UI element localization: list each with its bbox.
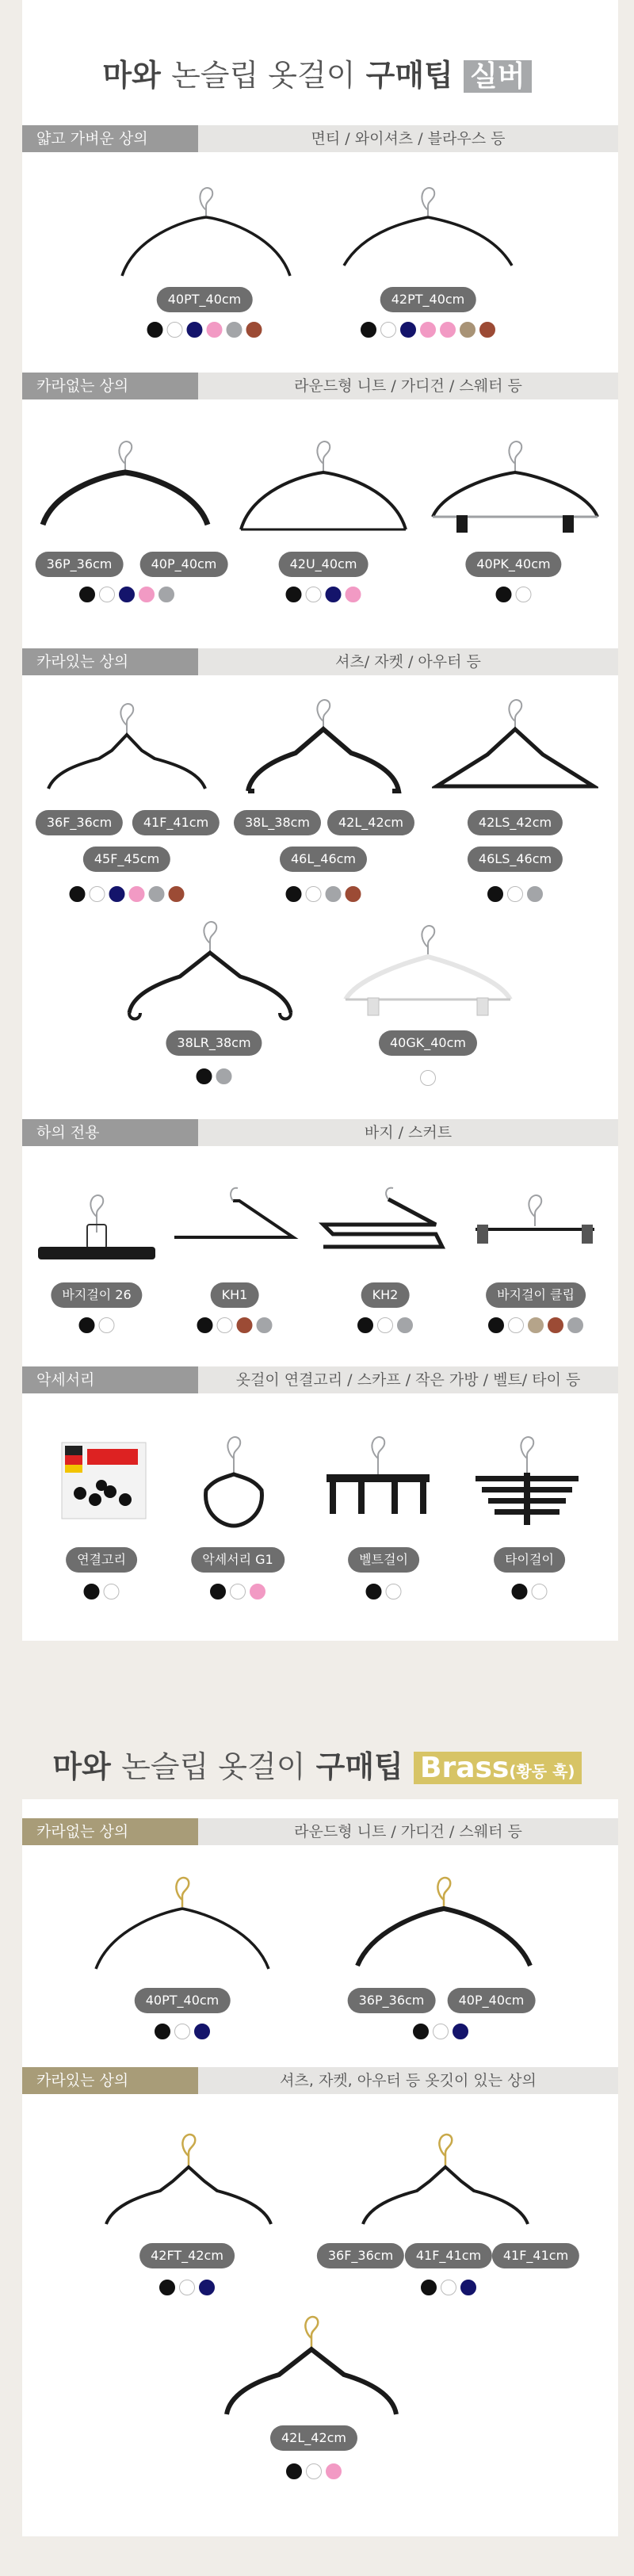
color-swatch-white [90,886,105,902]
swatches-38lr [197,1068,232,1084]
hanger-kh1-image [168,1185,303,1264]
color-swatch-brown [346,886,361,902]
color-swatch-white [420,1070,436,1086]
color-swatch-white [179,2280,195,2295]
color-swatch-gray [257,1317,273,1333]
hanger-36p-40p-image [38,436,212,535]
swatches-brass-40pt [155,2024,210,2039]
badge-subtext: (황동 훅) [509,1762,575,1781]
color-swatch-brown [169,886,185,902]
color-swatch-white [433,2024,449,2039]
color-swatch-white [386,1584,402,1599]
brass-hanger-42l-image [220,2314,403,2421]
accessory-g1-image [190,1435,277,1534]
color-swatch-black [413,2024,429,2039]
color-swatch-navy [453,2024,468,2039]
brass-title [0,1742,634,1786]
color-swatch-black [155,2024,170,2039]
color-swatch-gray [158,587,174,602]
section-bar-brass-collared [22,2067,618,2094]
color-swatch-pink [139,587,155,602]
title-badge-silver: 실버 [464,60,532,93]
color-swatch-gray [397,1317,413,1333]
color-swatch-black [361,322,376,338]
color-swatch-black [286,2463,302,2479]
hanger-kh2-image [317,1185,452,1264]
color-swatch-black [487,886,503,902]
label-40pt: 40PT_40cm [157,287,253,312]
swatches-pants26 [79,1317,115,1333]
hanger-f-series-image [44,701,210,797]
color-swatch-white [441,2280,456,2295]
section-label: 카라있는 상의 [22,2067,198,2094]
label-38lr: 38LR_38cm [166,1030,262,1056]
title-badge-brass [414,1752,582,1784]
label-38l: 38L_38cm [234,810,321,835]
swatches-brass-f-series [421,2280,476,2295]
label-42pt: 42PT_40cm [380,287,476,312]
color-swatch-navy [460,2280,476,2295]
color-swatch-black [197,1317,213,1333]
color-swatch-gray [326,886,342,902]
color-swatch-navy [119,587,135,602]
badge-text: Brass [420,1752,510,1784]
section-bar-bottoms [22,1119,618,1146]
section-desc: 셔츠, 자켓, 아우터 등 옷깃이 있는 상의 [280,2072,537,2089]
title-product: 논슬립 옷걸이 [121,1749,306,1784]
hanger-pants26-image [33,1185,160,1272]
swatches-kh1 [197,1317,273,1333]
section-desc: 라운드형 니트 / 가디건 / 스웨터 등 [294,377,522,395]
color-swatch-black [79,1317,95,1333]
hanger-l-series-image [240,698,407,797]
label-belt: 벨트걸이 [348,1547,419,1573]
swatches-tie [512,1584,548,1599]
swatches-40pk [496,587,532,602]
title-tip: 구매팁 [365,58,453,93]
color-swatch-white [99,587,115,602]
section-bar-collarless-tops [22,373,618,399]
color-swatch-navy [199,2280,215,2295]
section-desc: 셔츠/ 자켓 / 아우터 등 [335,653,481,671]
brass-hanger-40pt-image [91,1872,273,1975]
color-swatch-black [512,1584,528,1599]
color-swatch-white [306,886,322,902]
color-swatch-white [516,587,532,602]
label-brass-41f-b: 41F_41cm [492,2243,579,2268]
label-40p: 40P_40cm [140,552,228,577]
hanger-42pt-image [341,182,515,281]
swatches-pantsclip [488,1317,583,1333]
label-brass-40p: 40P_40cm [448,1988,536,2013]
color-swatch-gray [567,1317,583,1333]
label-kh1: KH1 [211,1282,259,1308]
color-swatch-pink [420,322,436,338]
label-brass-42ft: 42FT_42cm [139,2243,235,2268]
section-bar-light-tops [22,125,618,152]
hanger-38lr-image [123,919,297,1022]
label-42l: 42L_42cm [327,810,414,835]
color-swatch-white [167,322,183,338]
belt-hanger-image [319,1435,437,1530]
label-36p: 36P_36cm [36,552,124,577]
color-swatch-black [210,1584,226,1599]
brass-hanger-42ft-image [101,2132,276,2231]
swatches-40pt [147,322,262,338]
swatches-connector [84,1584,120,1599]
swatches-42u [286,587,361,602]
color-swatch-black [357,1317,373,1333]
color-swatch-white [99,1317,115,1333]
color-swatch-black [286,587,302,602]
swatches-brass-36p-40p [413,2024,468,2039]
color-swatch-white [507,886,523,902]
label-tie: 타이걸이 [494,1547,565,1573]
color-swatch-gray [527,886,543,902]
swatches-l-series [286,886,361,902]
color-swatch-white [377,1317,393,1333]
section-desc: 라운드형 니트 / 가디건 / 스웨터 등 [294,1823,522,1840]
color-swatch-pink [346,587,361,602]
color-swatch-black [286,886,302,902]
color-swatch-pink [129,886,145,902]
hanger-ls-series-image [432,698,598,797]
title-product: 논슬립 옷걸이 [171,58,356,93]
label-42ls: 42LS_42cm [468,810,563,835]
section-label: 얇고 가벼운 상의 [22,125,198,152]
swatches-brass-42l [286,2463,342,2479]
color-swatch-beige [528,1317,544,1333]
swatches-ls-series [487,886,543,902]
color-swatch-white [380,322,396,338]
color-swatch-pink [440,322,456,338]
color-swatch-black [197,1068,212,1084]
color-swatch-white [104,1584,120,1599]
color-swatch-gray [227,322,243,338]
label-40gk: 40GK_40cm [379,1030,477,1056]
color-swatch-pink [207,322,223,338]
color-swatch-brown [246,322,262,338]
label-connector: 연결고리 [66,1547,137,1573]
color-swatch-white [174,2024,190,2039]
color-swatch-black [159,2280,175,2295]
section-label: 악세서리 [22,1366,198,1393]
color-swatch-white [306,587,322,602]
color-swatch-brown [479,322,495,338]
color-swatch-black [147,322,163,338]
label-brass-42l: 42L_42cm [270,2425,357,2451]
color-swatch-black [421,2280,437,2295]
swatches-42pt [361,322,495,338]
swatches-acc-g1 [210,1584,265,1599]
color-swatch-gray [149,886,165,902]
color-swatch-gray [216,1068,232,1084]
section-desc: 바지 / 스커트 [364,1124,453,1141]
brass-hanger-36p-40p-image [353,1872,535,1975]
color-swatch-navy [109,886,125,902]
section-bar-accessories [22,1366,618,1393]
color-swatch-navy [326,587,342,602]
color-swatch-black [366,1584,382,1599]
section-label: 카라없는 상의 [22,373,198,399]
color-swatch-pink [250,1584,265,1599]
color-swatch-tan [460,322,476,338]
label-brass-36f: 36F_36cm [317,2243,404,2268]
color-swatch-black [70,886,86,902]
color-swatch-white [532,1584,548,1599]
color-swatch-navy [194,2024,210,2039]
hanger-40gk-image [341,923,515,1019]
swatches-kh2 [357,1317,413,1333]
brass-hanger-f-series-image [358,2132,533,2231]
swatches-40gk [420,1070,436,1086]
color-swatch-white [230,1584,246,1599]
color-swatch-pink [326,2463,342,2479]
color-swatch-brown [237,1317,253,1333]
color-swatch-navy [187,322,203,338]
label-40pk: 40PK_40cm [465,552,561,577]
label-acc-g1: 악세서리 G1 [191,1547,285,1573]
color-swatch-white [306,2463,322,2479]
label-45f: 45F_45cm [83,847,170,872]
color-swatch-navy [400,322,416,338]
swatches-belt [366,1584,402,1599]
section-label: 하의 전용 [22,1119,198,1146]
hanger-42u-image [236,436,411,535]
hanger-pantsclip-image [468,1185,602,1264]
silver-title [0,51,634,94]
hanger-40pk-image [428,436,602,535]
label-42u: 42U_40cm [279,552,369,577]
label-46l: 46L_46cm [280,847,367,872]
tie-hanger-image [468,1435,586,1530]
label-brass-36p: 36P_36cm [348,1988,436,2013]
title-brand: 마와 [52,1749,111,1784]
section-bar-collared-tops [22,648,618,675]
section-bar-brass-collarless [22,1818,618,1845]
label-46ls: 46LS_46cm [468,847,563,872]
color-swatch-white [508,1317,524,1333]
label-brass-41f-a: 41F_41cm [405,2243,492,2268]
color-swatch-white [217,1317,233,1333]
swatches-36p-40p [79,587,174,602]
label-36f: 36F_36cm [36,810,123,835]
color-swatch-black [496,587,512,602]
color-swatch-black [84,1584,100,1599]
color-swatch-brown [548,1317,563,1333]
label-pantsclip: 바지걸이 클립 [486,1282,586,1308]
label-kh2: KH2 [361,1282,410,1308]
section-desc: 면티 / 와이셔츠 / 블라우스 등 [311,130,506,147]
label-brass-40pt: 40PT_40cm [135,1988,231,2013]
hanger-40pt-image [119,182,293,281]
connector-pack-image [60,1441,147,1520]
swatches-brass-42ft [159,2280,215,2295]
title-brand: 마와 [102,58,161,93]
title-tip: 구매팁 [315,1749,403,1784]
section-label: 카라있는 상의 [22,648,198,675]
swatches-f-series [70,886,185,902]
section-label: 카라없는 상의 [22,1818,198,1845]
label-pants26: 바지걸이 26 [51,1282,142,1308]
section-desc: 옷걸이 연결고리 / 스카프 / 작은 가방 / 벨트/ 타이 등 [235,1371,581,1389]
color-swatch-black [79,587,95,602]
label-41f: 41F_41cm [132,810,220,835]
color-swatch-black [488,1317,504,1333]
